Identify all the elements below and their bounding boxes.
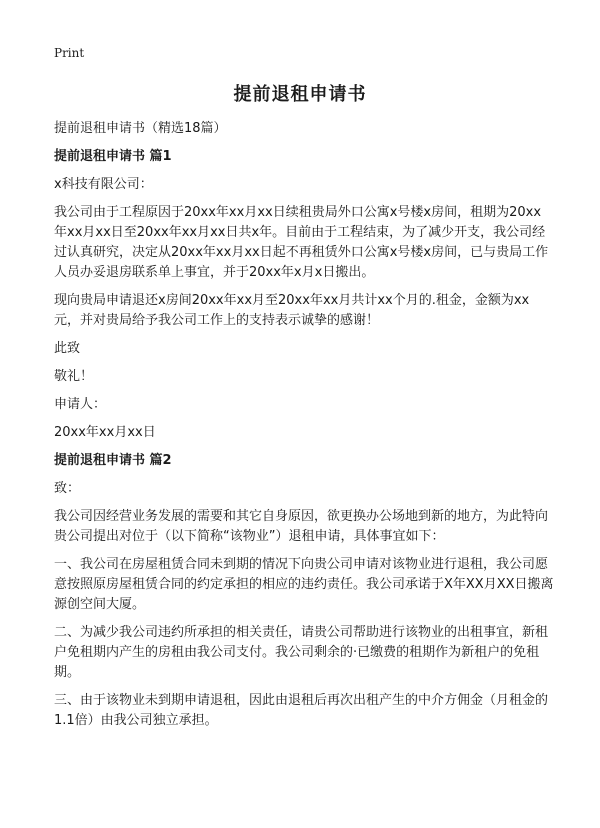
- section1-applicant: 申请人：: [54, 397, 107, 412]
- section1-addressee: x科技有限公司：: [54, 177, 153, 192]
- section1-closing-1: 此致: [54, 341, 81, 356]
- section2-paragraph-1: 我公司因经营业务发展的需要和其它自身原因，欲更换办公场地到新的地方，为此特向贵公司提出对位于（以下简称“该物业”）退租申请，具体事宜如下：: [54, 509, 549, 544]
- section2-heading: 提前退租申请书 篇2: [54, 453, 172, 468]
- section2-paragraph-3: 二、为减少我公司违约所承担的相关责任，请贵公司帮助进行该物业的出租事宜，新租户免租期内产生的房租由我公司支付。我公司剩余的·已缴费的租期作为新租户的免租期。: [54, 625, 549, 680]
- section2-addressee: 致：: [54, 481, 81, 496]
- section1-paragraph-2: 现向贵局申请退还x房间20xx年xx月至20xx年xx月共计xx个月的.租金，金额为xx元，并对贵局给予我公司工作上的支持表示诚挚的感谢！: [54, 293, 530, 328]
- section2-paragraph-2: 一、我公司在房屋租赁合同未到期的情况下向贵公司申请对该物业进行退租，我公司愿意按照原房屋租赁合同的约定承担的相应的违约责任。我公司承诺于X年XX月XX日搬离源创空间大厦。: [54, 557, 554, 612]
- section2-paragraph-4: 三、由于该物业未到期申请退租，因此由退租后再次出租产生的中介方佣金（月租金的1.1倍）由我公司独立承担。: [54, 693, 549, 728]
- document-subtitle: 提前退租申请书（精选18篇）: [54, 121, 227, 136]
- print-label: Print: [54, 46, 85, 60]
- section1-paragraph-1: 我公司由于工程原因于20xx年xx月xx日续租贵局外口公寓x号楼x房间，租期为20xx年xx月xx日至20xx年xx月xx日共x年。目前由于工程结束，为了减少开支，我公司经过认真研究，决定从20xx年xx月xx日起不再租赁外口公寓x号楼x房间，已与贵局工作人员办妥退房联系单上事宜，并于20xx年x月x日搬出。: [54, 205, 549, 280]
- section1-closing-2: 敬礼！: [54, 369, 94, 384]
- page-title: 提前退租申请书: [233, 84, 367, 105]
- section1-heading: 提前退租申请书 篇1: [54, 149, 172, 164]
- document-body: [54, 119, 554, 739]
- section1-date: 20xx年xx月xx日: [54, 425, 156, 440]
